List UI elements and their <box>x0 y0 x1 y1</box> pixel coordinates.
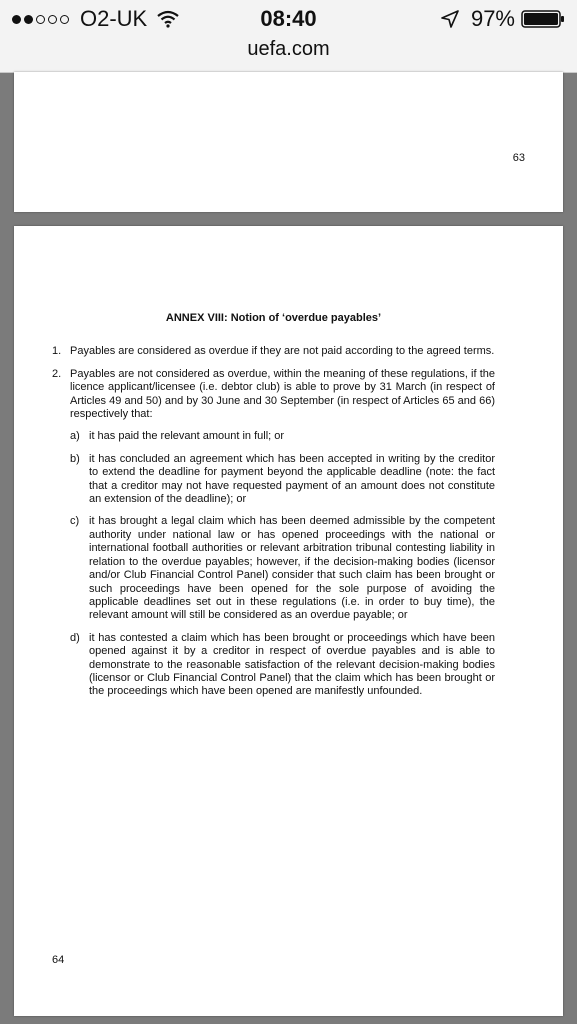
browser-top-bar <box>0 0 577 73</box>
location-arrow-icon <box>441 10 459 28</box>
sub-item <box>52 515 495 622</box>
sub-item-letter: b) <box>70 452 80 465</box>
numbered-item <box>52 345 495 358</box>
address-bar[interactable]: uefa.com <box>247 38 330 60</box>
sub-item-letter: c) <box>70 515 80 528</box>
annex-title: ANNEX VIII: Notion of ‘overdue payables’ <box>165 312 382 324</box>
pdf-page-previous <box>14 72 563 212</box>
sub-item-letter: a) <box>70 430 80 443</box>
numbered-item <box>52 368 495 422</box>
document-body <box>52 312 495 708</box>
item-number: 1. <box>52 345 62 358</box>
pdf-page-current <box>14 226 563 1016</box>
item-text: Payables are considered as overdue if they are not paid according to the agreed terms. <box>70 345 495 358</box>
status-time: 08:40 <box>260 6 317 31</box>
sub-item <box>52 453 495 507</box>
sub-item-text: it has concluded an agreement which has been accepted in writing by the creditor to extend the deadline for payment beyond the applicable deadline (note: the fact that a creditor may not have requested payment of an amount does not constitute an extension of the deadline); or <box>89 452 495 506</box>
status-bar <box>0 0 577 38</box>
sub-item-text: it has brought a legal claim which has been deemed admissible by the competent authority under national law or has opened proceedings with the national or international football authorities or relevant arbitration tribunal contesting liability in relation to the overdue payables; however, if the decision-making bodies (licensor and/or Club Financial Control Panel) consider that such claim has been brought or such proceedings have been opened for the sole purpose of avoiding the applicable deadlines set out in these regulations (i.e. in order to buy time), the relevant amount will still be considered as an overdue payable; or <box>89 515 495 622</box>
status-right <box>441 6 565 32</box>
battery-icon <box>521 10 565 28</box>
sub-item-letter: d) <box>70 631 80 644</box>
page-number: 63 <box>512 152 525 164</box>
sub-item-text: it has contested a claim which has been brought or proceedings which have been opened against it by a creditor in respect of overdue payables and is able to demonstrate to the reasonable satisfaction of the relevant decision-making bodies (licensor or Club Financial Control Panel) that the claim which has been brought or the proceedings which have been opened are manifestly unfounded. <box>89 631 495 698</box>
battery-percent: 97% <box>470 6 515 31</box>
sub-item-text: it has paid the relevant amount in full; or <box>89 430 285 443</box>
carrier-name: O2-UK <box>80 6 148 31</box>
page-number: 64 <box>52 954 65 966</box>
sub-item <box>52 632 495 699</box>
item-text: Payables are not considered as overdue, within the meaning of these regulations, if the licence applicant/licensee (i.e. debtor club) is able to prove by 31 March (in respect of Articles 49 and 50) and by 30 June and 30 September (in respect of Articles 65 and 66) respectively that: <box>70 367 495 421</box>
sub-item <box>52 430 495 443</box>
item-number: 2. <box>52 367 62 380</box>
